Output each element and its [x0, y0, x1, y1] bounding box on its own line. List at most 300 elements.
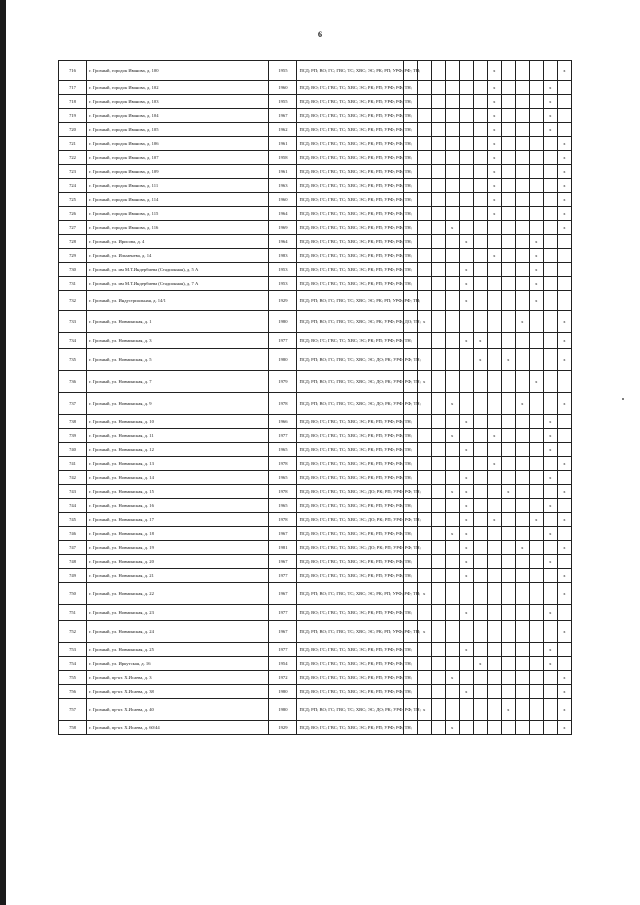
- mark-cell: [431, 207, 445, 221]
- mark-cell: [473, 583, 487, 605]
- mark-cell: x: [459, 541, 473, 555]
- mark-cell: x: [459, 555, 473, 569]
- mark-cell: [529, 499, 543, 513]
- mark-cell: [445, 371, 459, 393]
- mark-cell: [473, 671, 487, 685]
- mark-cell: [431, 485, 445, 499]
- row-number: 716: [59, 61, 87, 81]
- mark-cell: [487, 699, 501, 721]
- mark-cell: x: [543, 123, 557, 137]
- table-row: [59, 95, 572, 109]
- mark-cell: [473, 61, 487, 81]
- mark-cell: [543, 277, 557, 291]
- mark-cell: [543, 235, 557, 249]
- row-number: 754: [59, 657, 87, 671]
- mark-cell: [529, 109, 543, 123]
- mark-cell: x: [557, 569, 571, 583]
- mark-cell: [529, 657, 543, 671]
- mark-cell: [431, 235, 445, 249]
- work-codes-cell: ПСД; ВО; ГС; ГВС; ТС; ХВС; ЭС; РК; РП; УРФ; РФ; ТН;: [297, 207, 403, 221]
- mark-cell: [417, 443, 431, 457]
- year-cell: 1969: [269, 221, 297, 235]
- mark-cell: [501, 235, 515, 249]
- mark-cell: [473, 371, 487, 393]
- mark-cell: [501, 193, 515, 207]
- mark-cell: x: [487, 429, 501, 443]
- table-row: [59, 151, 572, 165]
- mark-cell: [487, 643, 501, 657]
- mark-cell: [431, 137, 445, 151]
- mark-cell: [515, 485, 529, 499]
- mark-cell: [529, 699, 543, 721]
- mark-cell: [417, 193, 431, 207]
- mark-cell: [515, 193, 529, 207]
- mark-cell: [557, 605, 571, 621]
- mark-cell: x: [487, 137, 501, 151]
- mark-cell: x: [557, 193, 571, 207]
- mark-cell: [487, 443, 501, 457]
- work-codes-cell: ПСД; ВО; ГС; ГВС; ТС; ХВС; ЭС; РК; РП; УРФ; РФ; ТН;: [297, 721, 403, 735]
- work-codes-cell: ПСД; ВО; ГС; ГВС; ТС; ХВС; ЭС; РК; РП; УРФ; РФ; ТН;: [297, 605, 403, 621]
- row-number: 745: [59, 513, 87, 527]
- row-number: 724: [59, 179, 87, 193]
- year-cell: 1953: [269, 277, 297, 291]
- mark-cell: [543, 621, 557, 643]
- mark-cell: [515, 513, 529, 527]
- mark-cell: x: [543, 415, 557, 429]
- mark-cell: [543, 151, 557, 165]
- mark-cell: x: [557, 61, 571, 81]
- mark-cell: [417, 207, 431, 221]
- mark-cell: [487, 555, 501, 569]
- year-cell: 1967: [269, 527, 297, 541]
- year-cell: 1980: [269, 685, 297, 699]
- mark-cell: x: [459, 605, 473, 621]
- year-cell: 1980: [269, 349, 297, 371]
- mark-cell: x: [417, 583, 431, 605]
- mark-cell: [431, 311, 445, 333]
- mark-cell: [515, 109, 529, 123]
- mark-cell: [557, 123, 571, 137]
- year-cell: 1954: [269, 657, 297, 671]
- mark-cell: x: [487, 513, 501, 527]
- mark-cell: [529, 393, 543, 415]
- year-cell: 1972: [269, 671, 297, 685]
- mark-cell: [543, 569, 557, 583]
- row-number: 722: [59, 151, 87, 165]
- mark-cell: [515, 333, 529, 349]
- mark-cell: [445, 499, 459, 513]
- mark-cell: [529, 81, 543, 95]
- mark-cell: [417, 137, 431, 151]
- mark-cell: [557, 95, 571, 109]
- year-cell: 1965: [269, 443, 297, 457]
- mark-cell: x: [459, 263, 473, 277]
- address-cell: г. Грозный, ул. Новминская, д. 3: [87, 333, 269, 349]
- mark-cell: [487, 333, 501, 349]
- mark-cell: [431, 429, 445, 443]
- table-row: [59, 371, 572, 393]
- year-cell: 1978: [269, 485, 297, 499]
- mark-cell: [557, 371, 571, 393]
- mark-cell: [543, 685, 557, 699]
- mark-cell: [417, 605, 431, 621]
- table-row: [59, 527, 572, 541]
- mark-cell: [487, 671, 501, 685]
- table-row: [59, 657, 572, 671]
- mark-cell: [557, 527, 571, 541]
- mark-cell: x: [487, 109, 501, 123]
- mark-cell: [473, 207, 487, 221]
- mark-cell: x: [417, 371, 431, 393]
- address-cell: г. Грозный, городок Иванова, д. 107: [87, 151, 269, 165]
- mark-cell: [501, 151, 515, 165]
- mark-cell: [543, 165, 557, 179]
- mark-cell: [487, 291, 501, 311]
- work-codes-cell: ПСД; РП; ВО; ГС; ГВС; ТС; ХВС; ЭС; ДО; РК; УРФ; РФ; ТН;: [297, 349, 403, 371]
- row-number: 730: [59, 263, 87, 277]
- year-cell: 1977: [269, 333, 297, 349]
- mark-cell: [487, 685, 501, 699]
- row-number: 719: [59, 109, 87, 123]
- mark-cell: [487, 485, 501, 499]
- work-codes-cell: ПСД; ВО; ГС; ГВС; ТС; ХВС; ЭС; ДО; РК; РП; УРФ; РФ; ТН;: [297, 513, 403, 527]
- mark-cell: x: [473, 657, 487, 671]
- mark-cell: [431, 249, 445, 263]
- table-row: [59, 333, 572, 349]
- mark-cell: [543, 263, 557, 277]
- mark-cell: [557, 429, 571, 443]
- address-cell: г. Грозный, ул. Новминская, д. 11: [87, 429, 269, 443]
- table-row: [59, 277, 572, 291]
- mark-cell: [515, 415, 529, 429]
- row-number: 756: [59, 685, 87, 699]
- work-codes-cell: ПСД; ВО; ГС; ГВС; ТС; ХВС; ЭС; РК; РП; УРФ; РФ; ТН;: [297, 179, 403, 193]
- address-cell: г. Грозный, ул. Новминская, д. 20: [87, 555, 269, 569]
- mark-cell: [529, 221, 543, 235]
- mark-cell: [417, 527, 431, 541]
- mark-cell: [445, 277, 459, 291]
- address-cell: г. Грозный, ул. Новминская, д. 1: [87, 311, 269, 333]
- work-codes-cell: ПСД; ВО; ГС; ГВС; ТС; ХВС; ЭС; РК; РП; УРФ; РФ; ТН;: [297, 685, 403, 699]
- mark-cell: [501, 179, 515, 193]
- mark-cell: [529, 429, 543, 443]
- mark-cell: x: [459, 471, 473, 485]
- mark-cell: x: [487, 249, 501, 263]
- mark-cell: [529, 457, 543, 471]
- year-cell: 1929: [269, 291, 297, 311]
- mark-cell: [487, 541, 501, 555]
- mark-cell: [445, 109, 459, 123]
- mark-cell: [431, 333, 445, 349]
- mark-cell: [417, 685, 431, 699]
- table-row: [59, 137, 572, 151]
- mark-cell: [515, 61, 529, 81]
- mark-cell: x: [417, 311, 431, 333]
- mark-cell: x: [487, 179, 501, 193]
- mark-cell: [459, 457, 473, 471]
- mark-cell: [473, 415, 487, 429]
- work-codes-cell: ПСД; РП; ВО; ГС; ГВС; ТС; ХВС; ЭС; РК; РП; УРФ; РФ; ТН;: [297, 291, 403, 311]
- row-number: 739: [59, 429, 87, 443]
- year-cell: 1977: [269, 569, 297, 583]
- row-number: 731: [59, 277, 87, 291]
- mark-cell: x: [501, 349, 515, 371]
- mark-cell: [529, 179, 543, 193]
- mark-cell: [445, 605, 459, 621]
- mark-cell: [431, 671, 445, 685]
- mark-cell: [487, 605, 501, 621]
- mark-cell: x: [543, 657, 557, 671]
- mark-cell: [459, 193, 473, 207]
- mark-cell: x: [543, 555, 557, 569]
- mark-cell: x: [459, 277, 473, 291]
- mark-cell: [501, 605, 515, 621]
- mark-cell: [501, 95, 515, 109]
- row-number: 740: [59, 443, 87, 457]
- mark-cell: [473, 249, 487, 263]
- mark-cell: x: [473, 349, 487, 371]
- mark-cell: x: [557, 541, 571, 555]
- mark-cell: [501, 671, 515, 685]
- mark-cell: [473, 485, 487, 499]
- mark-cell: [529, 207, 543, 221]
- mark-cell: [445, 513, 459, 527]
- year-cell: 1960: [269, 193, 297, 207]
- mark-cell: x: [543, 429, 557, 443]
- mark-cell: [431, 415, 445, 429]
- mark-cell: [501, 249, 515, 263]
- row-number: 747: [59, 541, 87, 555]
- address-cell: г. Грозный, ул. Индустриальная, д. 14/1: [87, 291, 269, 311]
- row-number: 732: [59, 291, 87, 311]
- mark-cell: x: [543, 527, 557, 541]
- mark-cell: x: [445, 721, 459, 735]
- address-cell: г. Грозный, городок Иванова, д. 105: [87, 123, 269, 137]
- mark-cell: [543, 513, 557, 527]
- mark-cell: [487, 621, 501, 643]
- address-cell: г. Грозный, пр-кт. Х.Исаева, д. 38: [87, 685, 269, 699]
- year-cell: 1980: [269, 311, 297, 333]
- page-number: 6: [318, 30, 322, 39]
- mark-cell: [417, 221, 431, 235]
- mark-cell: [473, 393, 487, 415]
- table-row: [59, 165, 572, 179]
- address-cell: г. Грозный, ул. Новминская, д. 21: [87, 569, 269, 583]
- table-row: [59, 685, 572, 699]
- mark-cell: x: [557, 699, 571, 721]
- mark-cell: [417, 555, 431, 569]
- mark-cell: x: [501, 699, 515, 721]
- mark-cell: x: [543, 643, 557, 657]
- mark-cell: [543, 291, 557, 311]
- mark-cell: [487, 657, 501, 671]
- mark-cell: [417, 235, 431, 249]
- mark-cell: [445, 643, 459, 657]
- scan-left-edge: [0, 0, 6, 905]
- table-row: [59, 485, 572, 499]
- year-cell: 1967: [269, 109, 297, 123]
- mark-cell: [529, 443, 543, 457]
- mark-cell: x: [529, 371, 543, 393]
- mark-cell: [501, 137, 515, 151]
- year-cell: 1964: [269, 235, 297, 249]
- mark-cell: x: [445, 485, 459, 499]
- row-number: 742: [59, 471, 87, 485]
- mark-cell: x: [459, 291, 473, 311]
- mark-cell: [487, 569, 501, 583]
- mark-cell: [529, 193, 543, 207]
- address-cell: г. Грозный, городок Иванова, д. 103: [87, 95, 269, 109]
- address-cell: г. Грозный, ул. Новминская, д. 15: [87, 485, 269, 499]
- year-cell: 1967: [269, 621, 297, 643]
- year-cell: 1966: [269, 415, 297, 429]
- mark-cell: [487, 721, 501, 735]
- row-number: 736: [59, 371, 87, 393]
- mark-cell: [445, 95, 459, 109]
- table-row: [59, 393, 572, 415]
- mark-cell: [445, 151, 459, 165]
- mark-cell: [515, 151, 529, 165]
- address-cell: г. Грозный, ул. им М.Т.Индербиева (Стадионная), д. 7 А: [87, 277, 269, 291]
- year-cell: 1978: [269, 393, 297, 415]
- mark-cell: [515, 443, 529, 457]
- mark-cell: [529, 555, 543, 569]
- mark-cell: x: [459, 685, 473, 699]
- work-codes-cell: ПСД; ВО; ГС; ГВС; ТС; ХВС; ЭС; РК; РП; УРФ; РФ; ТН;: [297, 333, 403, 349]
- mark-cell: x: [557, 393, 571, 415]
- mark-cell: [529, 485, 543, 499]
- mark-cell: [487, 415, 501, 429]
- mark-cell: [557, 657, 571, 671]
- mark-cell: [515, 95, 529, 109]
- mark-cell: [487, 349, 501, 371]
- row-number: 746: [59, 527, 87, 541]
- mark-cell: [445, 333, 459, 349]
- mark-cell: [431, 541, 445, 555]
- mark-cell: [557, 249, 571, 263]
- table-row: [59, 193, 572, 207]
- mark-cell: [543, 221, 557, 235]
- mark-cell: [473, 621, 487, 643]
- mark-cell: [445, 311, 459, 333]
- mark-cell: x: [459, 643, 473, 657]
- mark-cell: [431, 349, 445, 371]
- mark-cell: [557, 443, 571, 457]
- mark-cell: x: [543, 81, 557, 95]
- mark-cell: x: [557, 165, 571, 179]
- mark-cell: [543, 193, 557, 207]
- mark-cell: [459, 179, 473, 193]
- mark-cell: [529, 583, 543, 605]
- mark-cell: [459, 621, 473, 643]
- mark-cell: [459, 165, 473, 179]
- work-codes-cell: ПСД; ВО; ГС; ГВС; ТС; ХВС; ЭС; РК; РП; УРФ; РФ; ТН;: [297, 443, 403, 457]
- mark-cell: x: [557, 621, 571, 643]
- mark-cell: [417, 569, 431, 583]
- mark-cell: [515, 457, 529, 471]
- year-cell: 1958: [269, 151, 297, 165]
- mark-cell: [459, 429, 473, 443]
- mark-cell: [445, 541, 459, 555]
- mark-cell: x: [557, 671, 571, 685]
- mark-cell: [431, 699, 445, 721]
- mark-cell: [515, 179, 529, 193]
- work-codes-cell: ПСД; ВО; ГС; ГВС; ТС; ХВС; ЭС; РК; РП; УРФ; РФ; ТН;: [297, 221, 403, 235]
- mark-cell: [501, 291, 515, 311]
- address-cell: г. Грозный, городок Иванова, д. 104: [87, 109, 269, 123]
- mark-cell: [529, 643, 543, 657]
- mark-cell: x: [557, 721, 571, 735]
- row-number: 718: [59, 95, 87, 109]
- year-cell: 1967: [269, 583, 297, 605]
- mark-cell: [417, 179, 431, 193]
- mark-cell: [543, 249, 557, 263]
- mark-cell: [501, 81, 515, 95]
- mark-cell: [501, 527, 515, 541]
- work-codes-cell: ПСД; ВО; ГС; ГВС; ТС; ХВС; ЭС; РК; РП; УРФ; РФ; ТН;: [297, 277, 403, 291]
- address-cell: г. Грозный, городок Иванова, д. 115: [87, 207, 269, 221]
- mark-cell: x: [445, 393, 459, 415]
- mark-cell: [501, 61, 515, 81]
- mark-cell: [515, 583, 529, 605]
- mark-cell: [417, 123, 431, 137]
- mark-cell: [431, 621, 445, 643]
- table-row: [59, 555, 572, 569]
- mark-cell: x: [487, 61, 501, 81]
- mark-cell: [445, 249, 459, 263]
- mark-cell: [459, 81, 473, 95]
- mark-cell: [445, 235, 459, 249]
- work-codes-cell: ПСД; ВО; ГС; ГВС; ТС; ХВС; ЭС; РК; РП; УРФ; РФ; ТН;: [297, 137, 403, 151]
- year-cell: 1980: [269, 699, 297, 721]
- mark-cell: [515, 429, 529, 443]
- work-codes-cell: ПСД; РП; ВО; ГС; ГВС; ТС; ХВС; ЭС; ДО; РК; УРФ; РФ; ТН;: [297, 393, 403, 415]
- row-number: 720: [59, 123, 87, 137]
- mark-cell: [515, 643, 529, 657]
- mark-cell: [515, 165, 529, 179]
- mark-cell: [445, 291, 459, 311]
- mark-cell: [473, 151, 487, 165]
- mark-cell: [529, 621, 543, 643]
- mark-cell: [487, 499, 501, 513]
- address-cell: г. Грозный, пр-кт. Х.Исаева, д. 60/44: [87, 721, 269, 735]
- work-codes-cell: ПСД; ВО; ГС; ГВС; ТС; ХВС; ЭС; РК; РП; УРФ; РФ; ТН;: [297, 415, 403, 429]
- mark-cell: [431, 457, 445, 471]
- mark-cell: [431, 657, 445, 671]
- table-row: [59, 569, 572, 583]
- mark-cell: [543, 207, 557, 221]
- mark-cell: [473, 721, 487, 735]
- mark-cell: [473, 541, 487, 555]
- mark-cell: [515, 555, 529, 569]
- mark-cell: [473, 263, 487, 277]
- mark-cell: [417, 457, 431, 471]
- mark-cell: [445, 263, 459, 277]
- year-cell: 1979: [269, 371, 297, 393]
- mark-cell: x: [529, 235, 543, 249]
- mark-cell: [417, 333, 431, 349]
- row-number: 737: [59, 393, 87, 415]
- mark-cell: [417, 429, 431, 443]
- year-cell: 1977: [269, 605, 297, 621]
- address-cell: г. Грозный, ул. Новминская, д. 14: [87, 471, 269, 485]
- mark-cell: [431, 61, 445, 81]
- mark-cell: [445, 123, 459, 137]
- mark-cell: [501, 555, 515, 569]
- mark-cell: [543, 333, 557, 349]
- row-number: 727: [59, 221, 87, 235]
